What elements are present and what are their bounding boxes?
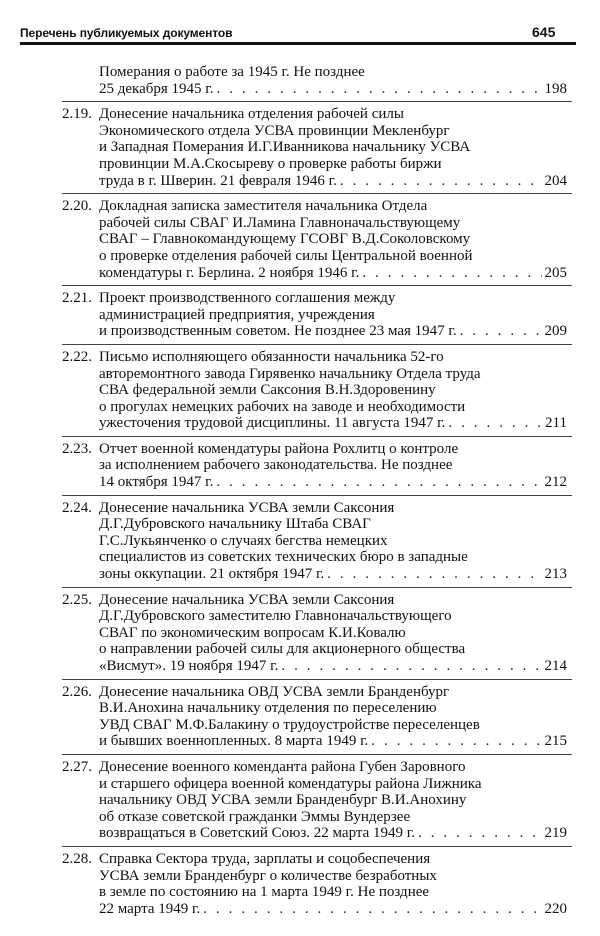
entry-separator	[62, 285, 572, 286]
entry-line: 22 марта 1949 г.	[99, 900, 201, 917]
entry-line: Донесение начальника отделения рабочей силы	[99, 106, 404, 123]
dot-leader	[281, 658, 541, 675]
entry-page: 215	[544, 733, 567, 750]
contents-entry	[0, 290, 600, 340]
entry-line: возвращаться в Советский Союз. 22 марта 1949 г.	[99, 825, 415, 842]
dot-leader	[362, 265, 541, 282]
entry-separator	[62, 344, 572, 345]
entry-line: о проверке отделения рабочей силы Центральной военной	[99, 247, 473, 264]
entry-line: Проект производственного соглашения между	[99, 290, 396, 307]
entry-line: Донесение начальника УСВА земли Саксония	[99, 499, 395, 516]
entry-line: Донесение военного коменданта района Губен Заровного	[99, 758, 466, 775]
entry-number: 2.19.	[62, 106, 92, 123]
entry-line: Померания о работе за 1945 г. Не позднее	[99, 64, 365, 80]
entry-number: 2.20.	[62, 198, 92, 215]
entry-number: 2.26.	[62, 683, 92, 700]
entry-line: Экономического отдела УСВА провинции Мекленбург	[99, 122, 450, 139]
entry-line: рабочей силы СВАГ И.Ламина Главноначальствующему	[99, 214, 461, 231]
contents-list	[0, 64, 600, 917]
dot-leader	[327, 566, 541, 583]
dot-leader	[448, 415, 542, 432]
contents-entry	[0, 500, 600, 583]
entry-line: труда в г. Шверин. 21 февраля 1946 г.	[99, 172, 337, 189]
entry-line: комендатуры г. Берлина. 2 ноября 1946 г.	[99, 264, 360, 281]
page-number: 645	[532, 24, 556, 40]
entry-line: Справка Сектора труда, зарплаты и соцобеспечения	[99, 850, 431, 867]
entry-page: 212	[544, 474, 567, 491]
entry-number: 2.28.	[62, 850, 92, 867]
contents-entry	[0, 441, 600, 491]
running-header	[0, 22, 600, 44]
entry-page: 209	[544, 323, 567, 340]
entry-line: СВАГ – Главнокомандующему ГСОВГ В.Д.Соколовскому	[99, 231, 471, 248]
contents-entry	[0, 684, 600, 750]
entry-separator	[62, 436, 572, 437]
entry-line: Д.Г.Дубровского заместителю Главноначальствующего	[99, 608, 452, 625]
entry-page: 219	[544, 825, 567, 842]
entry-separator	[62, 754, 572, 755]
entry-page: 204	[544, 172, 567, 189]
entry-separator	[62, 101, 572, 102]
entry-line: об отказе советской гражданки Эммы Вундерзее	[99, 808, 411, 825]
entry-number: 2.27.	[62, 758, 92, 775]
entry-line: о направлении рабочей силы для акционерного общества	[99, 641, 466, 658]
entry-page: 205	[544, 264, 567, 281]
entry-separator	[62, 587, 572, 588]
contents-entry	[0, 851, 600, 917]
entry-page: 214	[544, 658, 567, 674]
entry-number: 2.23.	[62, 440, 92, 457]
entry-line: ужесточения трудовой дисциплины. 11 августа 1947 г.	[99, 415, 446, 432]
entry-line: и производственным советом. Не позднее 23 мая 1947 г.	[99, 323, 457, 340]
dot-leader	[216, 474, 541, 491]
entry-line: «Висмут». 19 ноября 1947 г.	[99, 658, 279, 674]
contents-entry	[0, 349, 600, 432]
entry-number: 2.21.	[62, 290, 92, 307]
entry-line: в земле по состоянию на 1 марта 1949 г. Не позднее	[99, 884, 430, 901]
running-header-title: Перечень публикуемых документов	[20, 26, 233, 40]
header-rule	[20, 42, 576, 45]
entry-page: 211	[545, 415, 567, 432]
entry-line: Письмо исполняющего обязанности начальника 52-го	[99, 348, 444, 365]
dot-leader	[371, 733, 541, 750]
entry-separator	[62, 679, 572, 680]
dot-leader	[217, 81, 542, 98]
entry-number: 2.24.	[62, 499, 92, 516]
entry-line: УВД СВАГ М.Ф.Балакину о трудоустройстве переселенцев	[99, 716, 480, 733]
dot-leader	[460, 323, 542, 340]
contents-entry	[0, 64, 600, 97]
entry-line: СВАГ по экономическим вопросам К.И.Ковалю	[99, 624, 406, 641]
entry-line: 25 декабря 1945 г.	[99, 80, 214, 97]
entry-separator	[62, 846, 572, 847]
entry-line: зоны оккупации. 21 октября 1947 г.	[99, 566, 325, 583]
entry-line: специалистов из советских технических бюро в западные	[99, 549, 468, 566]
entry-page: 198	[544, 80, 567, 97]
contents-entry	[0, 592, 600, 675]
dot-leader	[203, 901, 541, 918]
entry-page: 220	[544, 900, 567, 917]
entry-line: Д.Г.Дубровского начальнику Штаба СВАГ	[99, 516, 371, 533]
entry-separator	[62, 193, 572, 194]
entry-line: В.И.Анохина начальнику отделения по переселению	[99, 700, 437, 717]
entry-line: провинции М.А.Скосыреву о проверке работы биржи	[99, 155, 442, 172]
entry-line: Донесение начальника ОВД УСВА земли Бранденбург	[99, 683, 450, 700]
dot-leader	[340, 173, 542, 190]
entry-line: 14 октября 1947 г.	[99, 474, 214, 491]
entry-number: 2.25.	[62, 591, 92, 608]
entry-line: администрацией предприятия, учреждения	[99, 306, 375, 323]
entry-line: начальнику ОВД УСВА земли Бранденбург В.И.Анохину	[99, 792, 467, 809]
entry-line: о прогулах немецких рабочих на заводе и необходимости	[99, 398, 466, 415]
entry-line: и старшего офицера военной комендатуры района Лижника	[99, 775, 482, 792]
entry-line: и бывших военнопленных. 8 марта 1949 г.	[99, 733, 369, 750]
entry-line: УСВА земли Бранденбург о количестве безработных	[99, 867, 437, 884]
contents-entry	[0, 759, 600, 842]
entry-line: авторемонтного завода Гирявенко начальнику Отдела труда	[99, 365, 481, 382]
entry-number: 2.22.	[62, 348, 92, 365]
entry-line: СВА федеральной земли Саксония В.Н.Здоровенину	[99, 382, 436, 399]
contents-entry	[0, 106, 600, 189]
entry-line: Г.С.Лукьянченко о случаях бегства немецких	[99, 532, 388, 549]
entry-line: и Западная Померания И.Г.Иванникова начальнику УСВА	[99, 139, 471, 156]
entry-line: Отчет военной комендатуры района Рохлитц о контроле	[99, 440, 459, 457]
entry-line: Докладная записка заместителя начальника Отдела	[99, 198, 428, 215]
dot-leader	[418, 825, 542, 842]
entry-line: за исполнением рабочего законодательства. Не позднее	[99, 457, 453, 474]
contents-entry	[0, 198, 600, 281]
entry-separator	[62, 495, 572, 496]
entry-line: Донесение начальника УСВА земли Саксония	[99, 591, 395, 608]
entry-page: 213	[544, 566, 567, 583]
